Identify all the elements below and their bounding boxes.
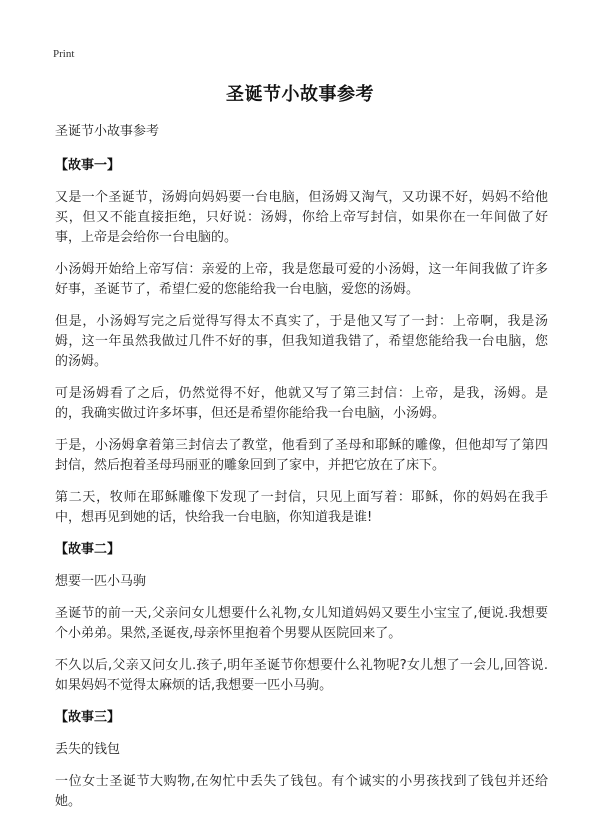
story1-paragraph: 小汤姆开始给上帝写信：亲爱的上帝，我是您最可爱的小汤姆，这一年间我做了许多好事，圣诞节了，希望仁爱的您能给我一台电脑，爱您的汤姆。: [55, 262, 548, 297]
article-subtitle: 圣诞节小故事参考: [55, 124, 160, 139]
story3-heading: 【故事三】: [55, 710, 121, 725]
story1-paragraph: 于是，小汤姆拿着第三封信去了教堂，他看到了圣母和耶稣的雕像，但他却写了第四封信，然后抱着圣母玛丽亚的雕象回到了家中，并把它放在了床下。: [55, 438, 548, 473]
story2-paragraph: 圣诞节的前一天,父亲问女儿想要什么礼物,女儿知道妈妈又要生小宝宝了,便说.我想要个小弟弟。果然,圣诞夜,母亲怀里抱着个男婴从医院回来了。: [55, 606, 548, 641]
story2-heading: 【故事二】: [55, 542, 121, 557]
story1-heading: 【故事一】: [55, 158, 121, 173]
story1-paragraph: 但是，小汤姆写完之后觉得写得太不真实了，于是他又写了一封：上帝啊，我是汤姆，这一年虽然我做过几件不好的事，但我知道我错了，希望您能给我一台电脑，您的汤姆。: [55, 314, 548, 369]
story3-title: 丢失的钱包: [55, 742, 121, 757]
story1-paragraph: 第二天，牧师在耶稣雕像下发现了一封信，只见上面写着：耶稣，你的妈妈在我手中，想再见到她的话，快给我一台电脑，你知道我是谁!: [55, 490, 548, 525]
story1-paragraph: 可是汤姆看了之后，仍然觉得不好，他就又写了第三封信：上帝，是我，汤姆。是的，我确实做过许多坏事，但还是希望你能给我一台电脑，小汤姆。: [55, 386, 548, 421]
article-body: [55, 122, 548, 824]
page-title: 圣诞节小故事参考: [226, 84, 374, 105]
story2-paragraph: 不久以后,父亲又问女儿.孩子,明年圣诞节你想要什么礼物呢?女儿想了一会儿,回答说.如果妈妈不觉得太麻烦的话,我想要一匹小马驹。: [55, 658, 548, 693]
story1-paragraph: 又是一个圣诞节，汤姆向妈妈要一台电脑，但汤姆又淘气，又功课不好，妈妈不给他买，但又不能直接拒绝，只好说：汤姆，你给上帝写封信，如果你在一年间做了好事，上帝是会给你一台电脑的。: [55, 190, 548, 245]
print-link[interactable]: Print: [53, 48, 75, 60]
story2-title: 想要一匹小马驹: [55, 574, 147, 589]
story3-paragraph: 一位女士圣诞节大购物,在匆忙中丢失了钱包。有个诚实的小男孩找到了钱包并还给她。: [55, 774, 548, 809]
